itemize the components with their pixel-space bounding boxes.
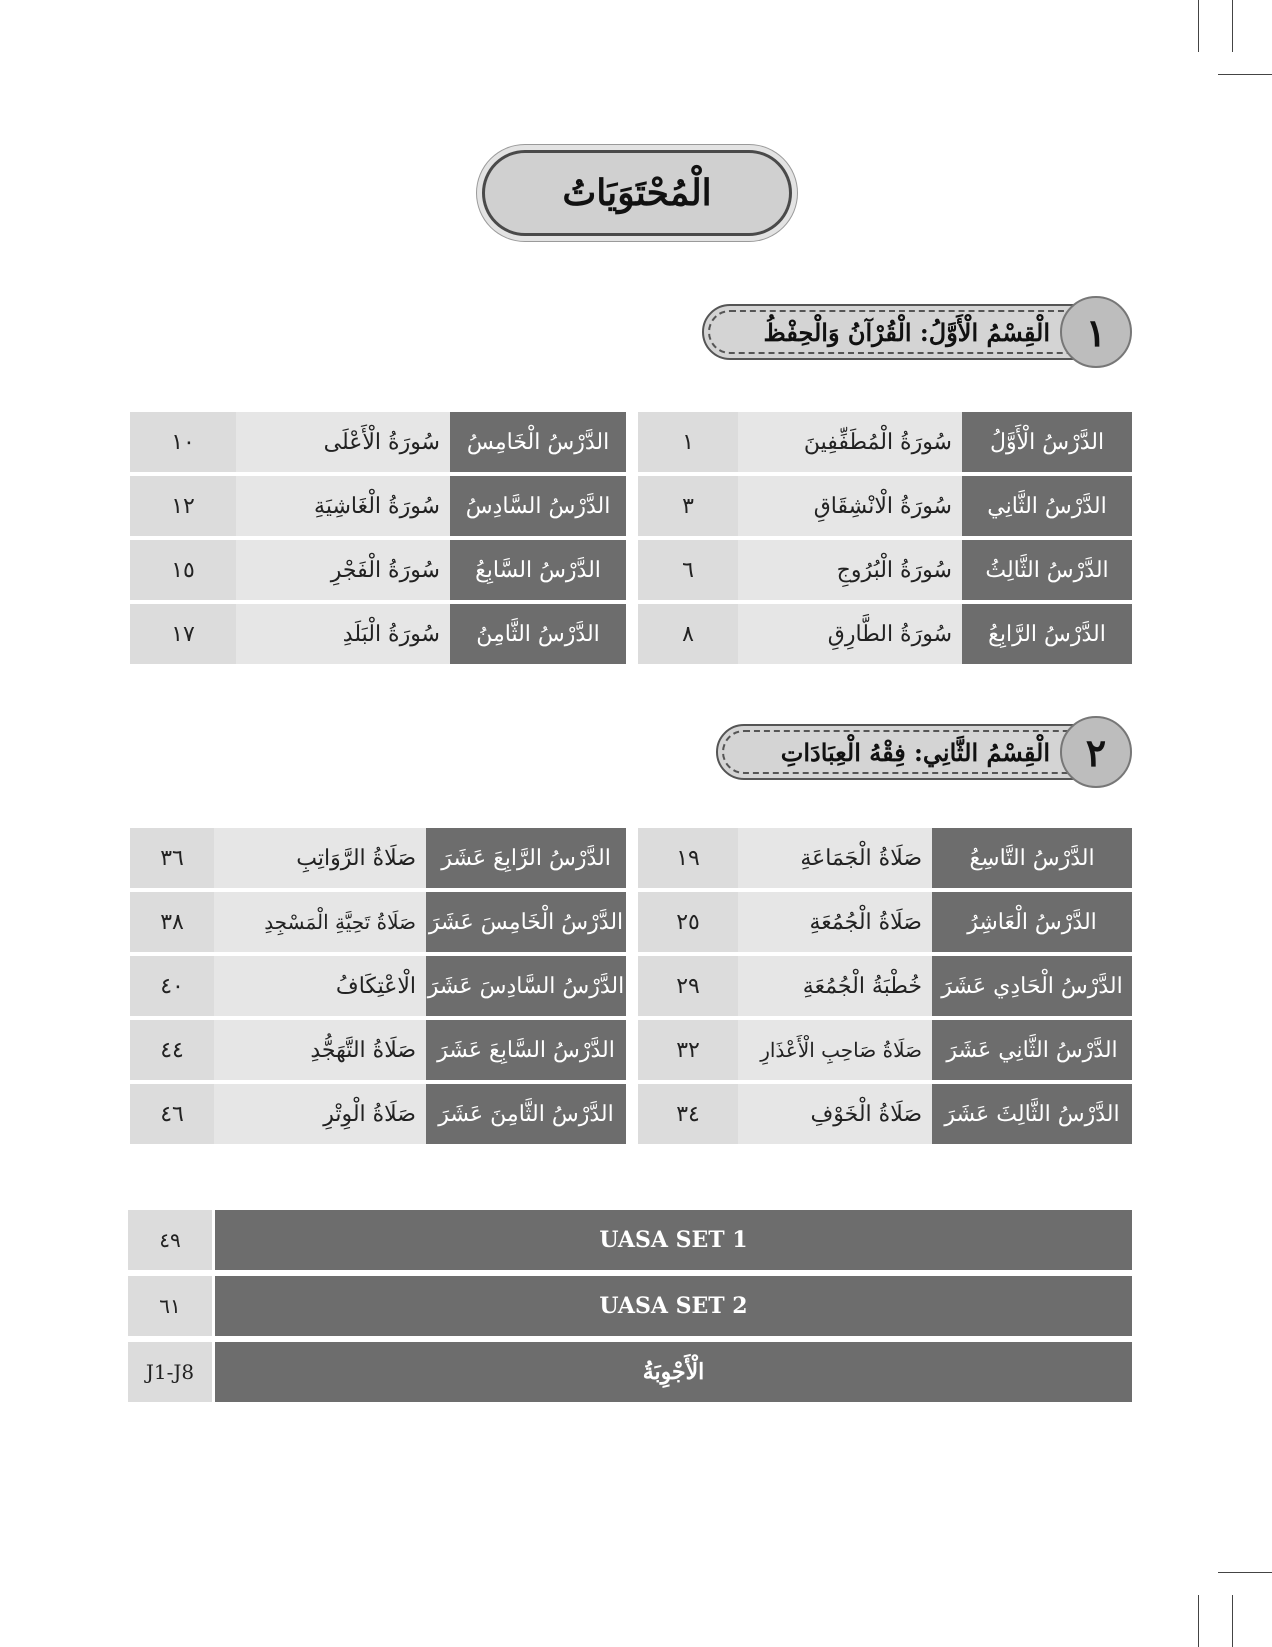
page-number: ٣ bbox=[638, 476, 738, 536]
toc-row[interactable] bbox=[130, 956, 626, 1016]
lesson-label: الدَّرْسُ السَّابِعُ bbox=[450, 540, 626, 600]
lesson-title: صَلَاةُ الْجَمَاعَةِ bbox=[738, 828, 932, 888]
lesson-title: صَلَاةُ صَاحِبِ الْأَعْذَارِ bbox=[738, 1020, 932, 1080]
page-title: الْمُحْتَوَيَاتُ bbox=[482, 150, 792, 236]
crop-mark bbox=[1198, 1595, 1199, 1647]
section-heading: الْقِسْمُ الْأَوَّلُ: الْقُرْآنُ وَالْحِفْظُ bbox=[702, 304, 1092, 360]
lesson-label: الدَّرْسُ الْأَوَّلُ bbox=[962, 412, 1132, 472]
crop-mark bbox=[1198, 0, 1199, 52]
page-number: ٨ bbox=[638, 604, 738, 664]
lesson-title: سُورَةُ الْبَلَدِ bbox=[236, 604, 450, 664]
page-number: J1-J8 bbox=[128, 1342, 212, 1402]
section-number: ٢ bbox=[1060, 716, 1132, 788]
toc-row[interactable] bbox=[130, 1084, 626, 1144]
lesson-label: الدَّرْسُ الْعَاشِرُ bbox=[932, 892, 1132, 952]
crop-mark bbox=[1232, 1595, 1233, 1647]
toc-row[interactable] bbox=[130, 892, 626, 952]
lesson-title: صَلَاةُ تَحِيَّةِ الْمَسْجِدِ bbox=[214, 892, 426, 952]
toc-row[interactable] bbox=[638, 892, 1132, 952]
extra-label: الْأَجْوِبَةُ bbox=[215, 1342, 1132, 1402]
toc-row[interactable] bbox=[130, 540, 626, 600]
lesson-title: الْاعْتِكَافُ bbox=[214, 956, 426, 1016]
lesson-label: الدَّرْسُ السَّادِسُ bbox=[450, 476, 626, 536]
lesson-title: صَلَاةُ الْوِتْرِ bbox=[214, 1084, 426, 1144]
toc-row[interactable] bbox=[130, 476, 626, 536]
section-banner-1 bbox=[702, 296, 1132, 366]
page-number: ٣٨ bbox=[130, 892, 214, 952]
toc-row[interactable] bbox=[638, 604, 1132, 664]
toc-table-section-2-right bbox=[638, 828, 1132, 1148]
lesson-title: سُورَةُ الْانْشِقَاقِ bbox=[738, 476, 962, 536]
lesson-title: صَلَاةُ الْجُمُعَةِ bbox=[738, 892, 932, 952]
lesson-label: الدَّرْسُ الْحَادِي عَشَرَ bbox=[932, 956, 1132, 1016]
toc-row[interactable] bbox=[638, 828, 1132, 888]
page-number: ٤٦ bbox=[130, 1084, 214, 1144]
lesson-label: الدَّرْسُ الثَّامِنَ عَشَرَ bbox=[426, 1084, 626, 1144]
page-number: ٤٤ bbox=[130, 1020, 214, 1080]
lesson-label: الدَّرْسُ السَّابِعَ عَشَرَ bbox=[426, 1020, 626, 1080]
lesson-title: صَلَاةُ التَّهَجُّدِ bbox=[214, 1020, 426, 1080]
lesson-label: الدَّرْسُ الْخَامِسَ عَشَرَ bbox=[426, 892, 626, 952]
lesson-label: الدَّرْسُ الثَّالِثُ bbox=[962, 540, 1132, 600]
toc-row[interactable] bbox=[638, 956, 1132, 1016]
lesson-title: سُورَةُ الْأَعْلَى bbox=[236, 412, 450, 472]
extra-label: UASA SET 1 bbox=[215, 1210, 1132, 1270]
extra-label: UASA SET 2 bbox=[215, 1276, 1132, 1336]
toc-row-uasa-set-2[interactable] bbox=[128, 1276, 1132, 1336]
section-number: ١ bbox=[1060, 296, 1132, 368]
lesson-label: الدَّرْسُ الثَّالِثَ عَشَرَ bbox=[932, 1084, 1132, 1144]
page-number: ٤٩ bbox=[128, 1210, 212, 1270]
crop-mark bbox=[1218, 74, 1272, 75]
page-number: ١٧ bbox=[130, 604, 236, 664]
lesson-title: صَلَاةُ الرَّوَاتِبِ bbox=[214, 828, 426, 888]
toc-row[interactable] bbox=[130, 412, 626, 472]
toc-row[interactable] bbox=[638, 1084, 1132, 1144]
toc-row[interactable] bbox=[638, 476, 1132, 536]
section-banner-2 bbox=[716, 716, 1132, 786]
page-number: ١ bbox=[638, 412, 738, 472]
toc-row-answers[interactable] bbox=[128, 1342, 1132, 1402]
toc-row[interactable] bbox=[638, 540, 1132, 600]
lesson-label: الدَّرْسُ التَّاسِعُ bbox=[932, 828, 1132, 888]
lesson-title: سُورَةُ الْمُطَفِّفِينَ bbox=[738, 412, 962, 472]
lesson-title: سُورَةُ الْبُرُوجِ bbox=[738, 540, 962, 600]
lesson-label: الدَّرْسُ الثَّانِي عَشَرَ bbox=[932, 1020, 1132, 1080]
lesson-label: الدَّرْسُ الرَّابِعَ عَشَرَ bbox=[426, 828, 626, 888]
toc-table-section-2-left bbox=[130, 828, 626, 1148]
lesson-title: سُورَةُ الْفَجْرِ bbox=[236, 540, 450, 600]
toc-row[interactable] bbox=[638, 412, 1132, 472]
page-number: ١٠ bbox=[130, 412, 236, 472]
toc-row[interactable] bbox=[638, 1020, 1132, 1080]
lesson-label: الدَّرْسُ الرَّابِعُ bbox=[962, 604, 1132, 664]
page-number: ١٢ bbox=[130, 476, 236, 536]
toc-row-uasa-set-1[interactable] bbox=[128, 1210, 1132, 1270]
toc-row[interactable] bbox=[130, 604, 626, 664]
crop-mark bbox=[1218, 1572, 1272, 1573]
page-number: ٣٢ bbox=[638, 1020, 738, 1080]
page-number: ٤٠ bbox=[130, 956, 214, 1016]
toc-row[interactable] bbox=[130, 828, 626, 888]
page-number: ١٥ bbox=[130, 540, 236, 600]
lesson-label: الدَّرْسُ الْخَامِسُ bbox=[450, 412, 626, 472]
toc-table-section-1-left bbox=[130, 412, 626, 668]
crop-mark bbox=[1232, 0, 1233, 52]
toc-table-section-1-right bbox=[638, 412, 1132, 668]
lesson-title: خُطْبَةُ الْجُمُعَةِ bbox=[738, 956, 932, 1016]
toc-row[interactable] bbox=[130, 1020, 626, 1080]
page-number: ٣٦ bbox=[130, 828, 214, 888]
lesson-label: الدَّرْسُ الثَّامِنُ bbox=[450, 604, 626, 664]
page-number: ٢٩ bbox=[638, 956, 738, 1016]
lesson-label: الدَّرْسُ الثَّانِي bbox=[962, 476, 1132, 536]
page-number: ٦ bbox=[638, 540, 738, 600]
page-number: ٣٤ bbox=[638, 1084, 738, 1144]
lesson-title: سُورَةُ الْغَاشِيَةِ bbox=[236, 476, 450, 536]
lesson-label: الدَّرْسُ السَّادِسَ عَشَرَ bbox=[426, 956, 626, 1016]
page-number: ٦١ bbox=[128, 1276, 212, 1336]
page-number: ٢٥ bbox=[638, 892, 738, 952]
page-number: ١٩ bbox=[638, 828, 738, 888]
lesson-title: سُورَةُ الطَّارِقِ bbox=[738, 604, 962, 664]
section-heading: الْقِسْمُ الثَّانِي: فِقْهُ الْعِبَادَاتِ bbox=[716, 724, 1092, 780]
lesson-title: صَلَاةُ الْخَوْفِ bbox=[738, 1084, 932, 1144]
